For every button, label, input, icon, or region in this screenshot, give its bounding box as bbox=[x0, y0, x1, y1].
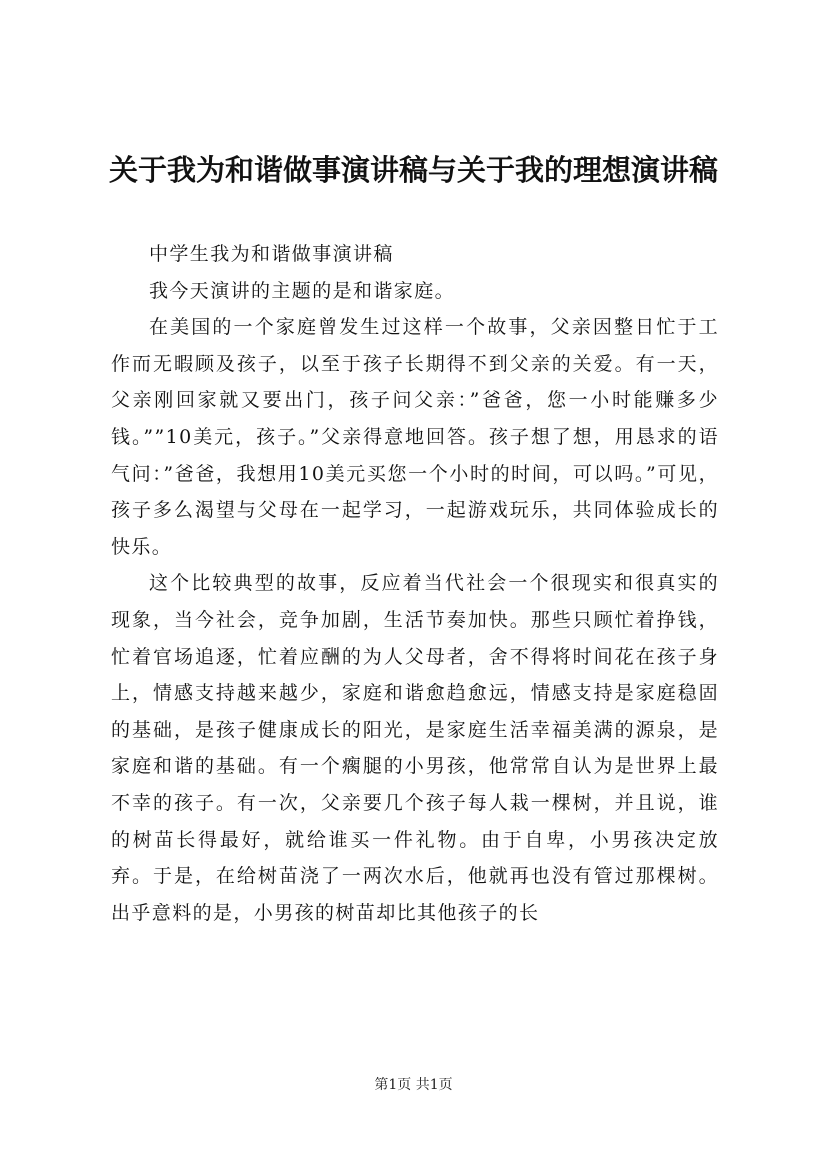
paragraph-theme: 我今天演讲的主题的是和谐家庭。 bbox=[149, 279, 456, 302]
document-title: 关于我为和谐做事演讲稿与关于我的理想演讲稿 bbox=[108, 153, 718, 187]
paragraph-subtitle: 中学生我为和谐做事演讲稿 bbox=[149, 243, 394, 265]
document-body bbox=[111, 236, 719, 931]
paragraph-analysis: 这个比较典型的故事，反应着当代社会一个很现实和很真实的现象，当今社会，竞争加剧，生活节奏加快。那些只顾忙着挣钱，忙着官场追逐，忙着应酬的为人父母者，舍不得将时间花在孩子身上，情感支持越来越少，家庭和谐愈趋愈远，情感支持是家庭稳固的基础，是孩子健康成长的阳光，是家庭生活幸福美满的源泉，是家庭和谐的基础。有一个瘸腿的小男孩，他常常自认为是世界上最不幸的孩子。有一次，父亲要几个孩子每人栽一棵树，并且说，谁的树苗长得最好，就给谁买一件礼物。由于自卑，小男孩决定放弃。于是，在给树苗浇了一两次水后，他就再也没有管过那棵树。出乎意料的是，小男孩的树苗却比其他孩子的长 bbox=[111, 572, 719, 924]
paragraph-story: 在美国的一个家庭曾发生过这样一个故事，父亲因整日忙于工作而无暇顾及孩子，以至于孩子长期得不到父亲的关爱。有一天，父亲刚回家就又要出门，孩子问父亲：”爸爸，您一小时能赚多少钱。””10美元，孩子。”父亲得意地回答。孩子想了想，用恳求的语气问：”爸爸，我想用10美元买您一个小时的时间，可以吗。”可见，孩子多么渴望与父母在一起学习，一起游戏玩乐，共同体验成长的快乐。 bbox=[111, 316, 719, 558]
page-footer: 第1页 共1页 bbox=[374, 1077, 453, 1093]
